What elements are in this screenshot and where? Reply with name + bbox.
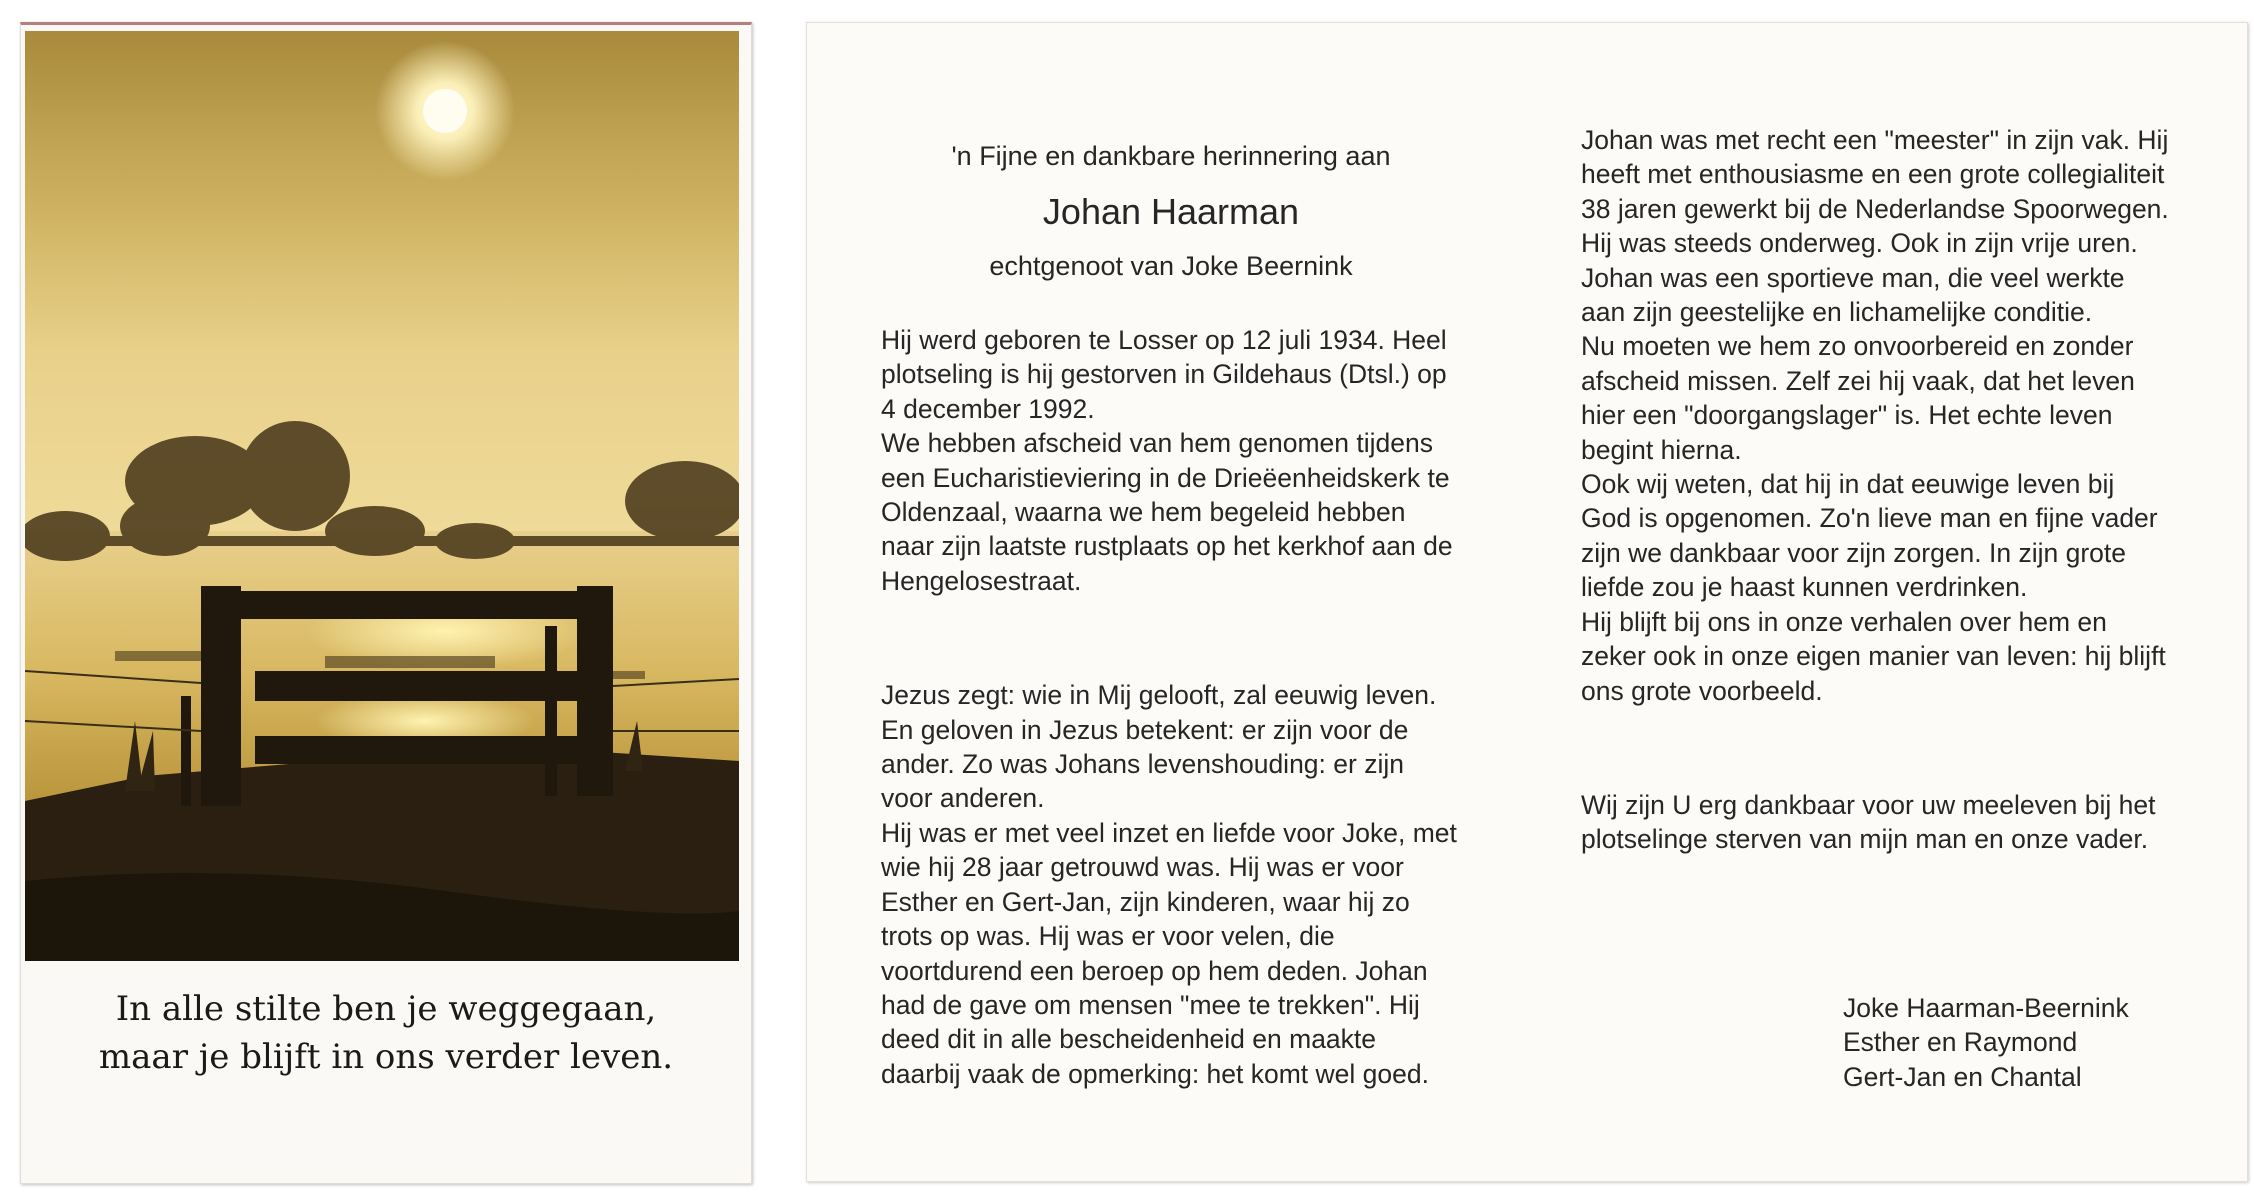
poem-line: maar je blijft in ons verder leven. [98,1037,674,1077]
paragraph: Hij werd geboren te Losser op 12 juli 1934. Heel plotseling is hij gestorven in Gildehaus (Dtsl.) op 4 december 1992. [881,325,1447,424]
intro-line: 'n Fijne en dankbare herinnering aan [951,141,1391,171]
memorial-card-front [20,22,752,1184]
thanks-paragraph: Wij zijn U erg dankbaar voor uw meeleven bij het plotselinge sterven van mijn man en onze vader. [1581,789,2156,855]
paragraph: Ook wij weten, dat hij in dat eeuwige leven bij God is opgenomen. Zo'n lieve man en fijne vader zijn we dankbaar voor zijn zorgen. In zijn grote liefde zou je haast kunnen verdrinken. [1581,469,2158,603]
right-text-column [1581,123,2171,857]
poem-line: In alle stilte ben je weggegaan, [115,989,657,1029]
paragraph: We hebben afscheid van hem genomen tijdens een Eucharistieviering in de Drieëenheidskerk te Oldenzaal, waarna we hem begeleid hebben naar zijn laatste rustplaats op het kerkhof aan de Hengelosestraat. [881,428,1453,596]
memorial-poem [21,985,751,1081]
left-text-column [881,323,1461,1091]
signature-line: Gert-Jan en Chantal [1843,1061,2082,1092]
paragraph: Hij was er met veel inzet en liefde voor Joke, met wie hij 28 jaar getrouwd was. Hij was er voor Esther en Gert-Jan, zijn kinderen, waar hij zo trots op was. Hij was er voor velen, die voortdurend een beroep op hem deden. Johan had de gave om mensen "mee te trekken". Hij deed dit in alle bescheidenheid en maakte daarbij vaak de opmerking: het komt wel goed. [881,817,1457,1089]
deceased-name: Johan Haarman [1042,191,1300,232]
paragraph: Jezus zegt: wie in Mij gelooft, zal eeuwig leven. En geloven in Jezus betekent: er zijn voor de ander. Zo was Johans levenshouding: er zijn voor anderen. [881,680,1437,814]
spouse-line: echtgenoot van Joke Beernink [989,251,1353,281]
signature-line: Joke Haarman-Beernink [1843,993,2129,1023]
signatures [1843,991,2129,1094]
paragraph: Nu moeten we hem zo onvoorbereid en zonder afscheid missen. Zelf zei hij vaak, dat het leven hier een "doorgangslager" is. Het echte leven begint hierna. [1581,331,2135,465]
paragraph: Hij blijft bij ons in onze verhalen over hem en zeker ook in onze eigen manier van leven: hij blijft ons grote voorbeeld. [1581,606,2166,706]
sunset-flood-meadow-gate-photo [25,31,739,961]
paragraph: Johan was met recht een "meester" in zijn vak. Hij heeft met enthousiasme en een grote collegialiteit 38 jaren gewerkt bij de Nederlandse Spoorwegen. Hij was steeds onderweg. Ook in zijn vrije uren. Johan was een sportieve man, die veel werkte aan zijn geestelijke en lichamelijke conditie. [1581,125,2169,328]
memorial-card-inside [806,22,2248,1182]
signature-line: Esther en Raymond [1843,1027,2078,1058]
